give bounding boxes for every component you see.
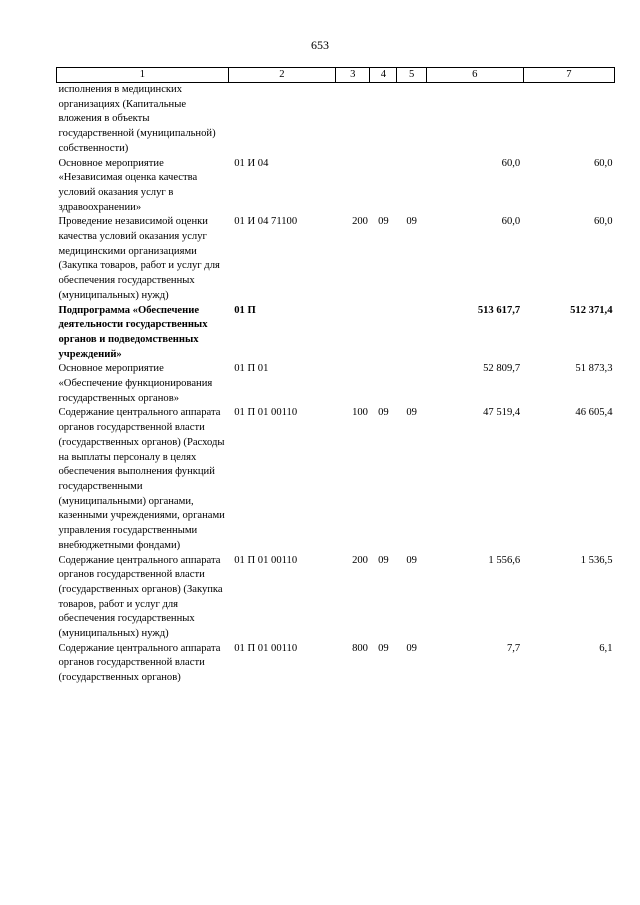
row-code: 01 П xyxy=(234,304,256,316)
row-pr xyxy=(397,83,427,157)
row-code: 01 П 01 00110 xyxy=(234,407,298,419)
row-rz: 09 xyxy=(378,554,389,566)
row-sum-1: 513 617,7 xyxy=(477,304,521,316)
row-sum-1: 60,0 xyxy=(501,216,521,228)
header-col-4: 4 xyxy=(370,68,397,83)
row-sum-1 xyxy=(426,83,523,157)
row-name: Содержание центрального аппарата органов государственной власти (государственных органов) xyxy=(58,642,221,684)
row-pr xyxy=(397,362,427,406)
table-row-subprogram xyxy=(57,304,615,363)
row-sum-2: 512 371,4 xyxy=(570,304,613,316)
row-code: 01 П 01 00110 xyxy=(234,554,298,566)
header-col-5: 5 xyxy=(397,68,427,83)
budget-table xyxy=(56,67,615,686)
row-pr xyxy=(397,157,427,216)
row-rz xyxy=(370,362,397,406)
row-sum-1: 47 519,4 xyxy=(483,407,521,419)
row-vr: 800 xyxy=(352,642,368,654)
row-code: 01 П 01 xyxy=(234,363,269,375)
row-rz xyxy=(370,157,397,216)
table-row xyxy=(57,362,615,406)
row-vr xyxy=(335,83,370,157)
header-col-3: 3 xyxy=(335,68,370,83)
row-pr: 09 xyxy=(406,554,417,566)
row-pr: 09 xyxy=(406,642,417,654)
row-sum-1: 60,0 xyxy=(501,157,521,169)
row-sum-1: 52 809,7 xyxy=(483,363,521,375)
row-pr: 09 xyxy=(406,216,417,228)
table-row xyxy=(57,642,615,686)
row-vr: 200 xyxy=(352,554,368,566)
row-sum-2: 1 536,5 xyxy=(580,554,613,566)
table-row xyxy=(57,215,615,303)
table-header xyxy=(57,68,615,83)
row-sum-2: 60,0 xyxy=(593,216,613,228)
row-rz xyxy=(370,304,397,363)
row-rz: 09 xyxy=(378,642,389,654)
row-vr xyxy=(335,304,370,363)
row-name: Содержание центрального аппарата органов государственной власти (государственных органов) (Закупка товаров, работ и услуг для обеспечения государственных (муниципальных) нужд) xyxy=(58,554,223,640)
header-col-1: 1 xyxy=(57,68,229,83)
row-sum-2: 6,1 xyxy=(599,642,613,654)
row-code: 01 И 04 71100 xyxy=(234,216,298,228)
row-name: Основное мероприятие «Независимая оценка качества условий оказания услуг в здравоохранении» xyxy=(58,157,198,213)
table-row xyxy=(57,406,615,553)
row-sum-1: 1 556,6 xyxy=(488,554,521,566)
row-sum-1: 7,7 xyxy=(506,642,521,654)
table-body xyxy=(57,83,615,686)
row-rz: 09 xyxy=(378,407,389,419)
header-col-6: 6 xyxy=(426,68,523,83)
row-sum-2: 46 605,4 xyxy=(575,407,613,419)
header-row xyxy=(57,68,615,83)
row-vr: 100 xyxy=(352,407,368,419)
row-name: Проведение независимой оценки качества условий оказания услуг медицинскими организациями (Закупка товаров, работ и услуг для обеспечения государственных (муниципальных) нужд) xyxy=(58,216,220,301)
row-name: исполнения в медицинских организациях (Капитальные вложения в объекты государственной (муниципальной) собственности) xyxy=(58,84,216,154)
row-name: Содержание центрального аппарата органов государственной власти (государственных органов) (Расходы на выплаты персоналу в целях обеспечения выполнения функций государственными (муниципальными) органами, казенными учреждениями, органами управления государственными внебюджетными фондами) xyxy=(58,407,225,551)
row-code: 01 И 04 xyxy=(234,157,269,169)
page-number: 653 xyxy=(311,38,329,52)
row-vr xyxy=(335,362,370,406)
header-col-2: 2 xyxy=(228,68,335,83)
row-sum-2: 51 873,3 xyxy=(575,363,613,375)
row-pr: 09 xyxy=(406,407,417,419)
table-row xyxy=(57,83,615,157)
row-rz xyxy=(370,83,397,157)
row-sum-2: 60,0 xyxy=(593,157,613,169)
row-vr: 200 xyxy=(352,216,368,228)
row-pr xyxy=(397,304,427,363)
table-row xyxy=(57,157,615,216)
row-code xyxy=(228,83,335,157)
row-name: Основное мероприятие «Обеспечение функционирования государственных органов» xyxy=(58,363,213,404)
row-code: 01 П 01 00110 xyxy=(234,642,298,654)
row-name: Подпрограмма «Обеспечение деятельности государственных органов и подведомственных учреждений» xyxy=(58,304,208,360)
row-vr xyxy=(335,157,370,216)
header-col-7: 7 xyxy=(523,68,614,83)
table-row xyxy=(57,554,615,642)
row-sum-2 xyxy=(523,83,614,157)
row-rz: 09 xyxy=(378,216,389,228)
